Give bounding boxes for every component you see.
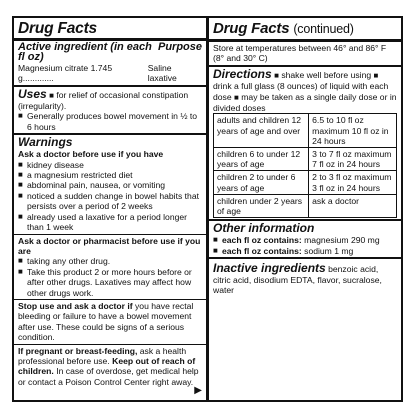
warning-item: ■ abdominal pain, nausea, or vomiting: [18, 180, 202, 190]
stop-use-heading: Stop use and ask a doctor if: [18, 300, 133, 311]
table-row: [214, 171, 397, 194]
drug-facts-panel-left: [12, 16, 208, 402]
panel-title-text: Drug Facts: [213, 20, 290, 37]
bullet-icon: ■: [49, 90, 54, 100]
table-cell: ask a doctor: [309, 194, 397, 217]
warning-item: ■ noticed a sudden change in bowel habits that persists over a period of 2 weeks: [18, 191, 202, 212]
storage-text: Store at temperatures between 46° and 86° F (8° and 30° C): [213, 43, 387, 64]
keep-out-text: In case of overdose, get medical help or contact a Poison Control Center right away.: [18, 366, 199, 387]
warning-item: ■ already used a laxative for a period longer than 1 week: [18, 212, 202, 233]
warnings-section: [14, 135, 206, 234]
bullet-icon: ■: [274, 70, 279, 80]
ingredient-name: Magnesium citrate 1.745 g.............: [18, 62, 113, 84]
other-info-item: [213, 246, 397, 256]
other-info-label: each fl oz contains:: [222, 235, 302, 246]
other-info-value: sodium 1 mg: [304, 245, 354, 256]
keep-out-heading: Keep out of reach of children.: [18, 355, 196, 377]
table-cell: children 2 to under 6 years of age: [214, 171, 309, 194]
other-info-value: magnesium 290 mg: [304, 235, 380, 246]
table-row: [214, 114, 397, 148]
pharmacist-item: ■ Take this product 2 or more hours before or after other drugs. Laxatives may affect how other drugs work.: [18, 267, 202, 298]
active-ingredient-heading: Active ingredient (in each fl oz): [18, 41, 152, 64]
dosage-table: [213, 113, 397, 218]
other-info-item: [213, 235, 397, 245]
other-info-heading: Other information: [213, 221, 315, 236]
ingredient-purpose: Saline laxative: [147, 62, 177, 84]
stop-use-text: you have rectal bleeding or failure to have a bowel movement after use. These could be signs of a serious condition.: [18, 300, 194, 343]
directions-text: may be taken as a single daily dose or in divided doses: [213, 91, 397, 114]
bullet-icon: ■: [234, 92, 239, 102]
pregnancy-text: ask a health professional before use.: [18, 345, 187, 366]
directions-section: [209, 67, 401, 221]
active-ingredient-section: [14, 41, 206, 87]
table-cell: 6.5 to 10 fl oz maximum 10 fl oz in 24 hours: [309, 114, 397, 148]
drug-facts-panel-right: [207, 16, 403, 402]
directions-heading: Directions: [213, 66, 272, 81]
warnings-heading: Warnings: [18, 135, 73, 150]
table-row: [214, 194, 397, 217]
pharmacist-heading: Ask a doctor or pharmacist before use if you are: [18, 235, 201, 256]
panel-title: Drug Facts: [14, 18, 206, 41]
pregnancy-heading: If pregnant or breast-feeding,: [18, 345, 138, 356]
warning-item: ■ kidney disease: [18, 160, 202, 170]
uses-section: [14, 87, 206, 136]
continued-label: (continued): [293, 22, 354, 36]
other-info-label: each fl oz contains:: [222, 245, 302, 256]
inactive-ingredients-text: benzoic acid, citric acid, disodium EDTA, flavor, sucralose, water: [213, 264, 382, 296]
table-cell: adults and children 12 years of age and over: [214, 114, 309, 148]
table-cell: 2 to 3 fl oz maximum 3 fl oz in 24 hours: [309, 171, 397, 194]
warning-item: ■ a magnesium restricted diet: [18, 170, 202, 180]
directions-text: drink a full glass (8 ounces) of liquid with each dose: [213, 81, 389, 102]
table-cell: 3 to 7 fl oz maximum 7 fl oz in 24 hours: [309, 148, 397, 171]
storage-section: [209, 42, 401, 67]
inactive-ingredients-heading: Inactive ingredients: [213, 261, 326, 276]
uses-heading: Uses: [18, 86, 47, 101]
uses-item: for relief of occasional constipation (irregularity).: [18, 89, 189, 112]
directions-text: shake well before using: [281, 69, 372, 80]
bullet-icon: ■: [373, 70, 379, 80]
table-cell: children 6 to under 12 years of age: [214, 148, 309, 171]
other-info-section: [209, 221, 401, 259]
inactive-ingredients-section: [209, 259, 401, 297]
ask-doctor-heading: Ask a doctor before use if you have: [18, 149, 164, 160]
continue-arrow-icon: ▶: [194, 385, 202, 396]
purpose-heading: Purpose: [157, 41, 202, 53]
table-cell: children under 2 years of age: [214, 194, 309, 217]
uses-item: ■ Generally produces bowel movement in ½ to 6 hours: [18, 111, 202, 132]
pharmacist-item: ■ taking any other drug.: [18, 256, 202, 266]
table-row: [214, 148, 397, 171]
stop-use-section: [14, 300, 206, 345]
panel-title: [209, 18, 401, 42]
pharmacist-section: [14, 235, 206, 300]
pregnancy-section: [14, 345, 206, 389]
